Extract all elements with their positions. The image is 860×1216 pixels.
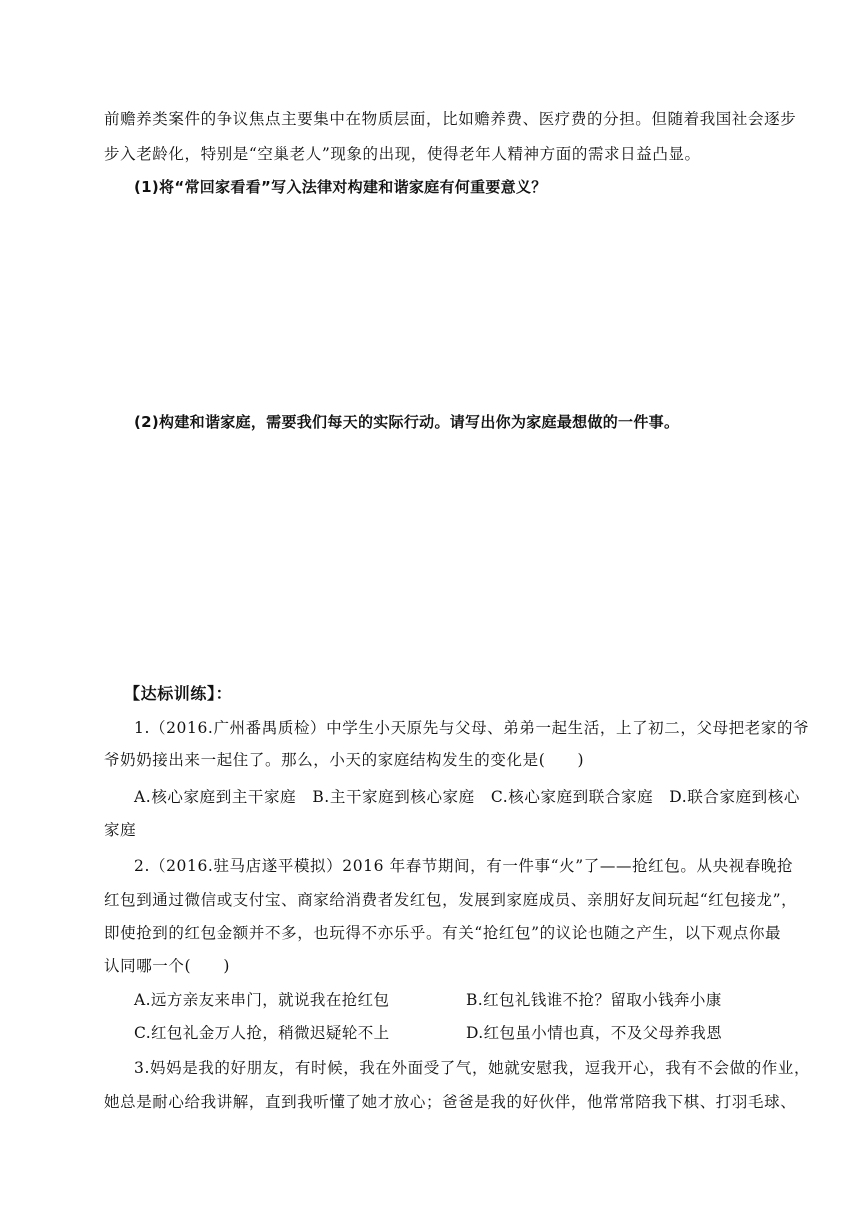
item2-line-1: 2.（2016.驻马店遂平模拟）2016 年春节期间，有一件事“火”了——抢红包。从央视春晚抢 bbox=[134, 857, 794, 875]
item1-options-wrap: 家庭 bbox=[104, 821, 137, 839]
item1-line-1: 1.（2016.广州番禺质检）中学生小天原先与父母、弟弟一起生活，上了初二，父母把老家的爷 bbox=[134, 719, 810, 737]
option-d: D.红包虽小情也真，不及父母养我恩 bbox=[466, 1024, 723, 1042]
passage-line-1: 前赡养类案件的争议焦点主要集中在物质层面，比如赡养费、医疗费的分担。但随着我国社会逐步 bbox=[104, 110, 797, 128]
option-b: B.红包礼钱谁不抢？留取小钱奔小康 bbox=[466, 991, 722, 1009]
item3-line-2: 她总是耐心给我讲解，直到我听懂了她才放心；爸爸是我的好伙伴，他常常陪我下棋、打羽毛球、 bbox=[104, 1093, 797, 1111]
passage-line-2: 步入老龄化，特别是“空巢老人”现象的出现，使得老年人精神方面的需求日益凸显。 bbox=[104, 145, 701, 163]
question-2: (2)构建和谐家庭，需要我们每天的实际行动。请写出你为家庭最想做的一件事。 bbox=[134, 413, 680, 431]
item1-options: A.核心家庭到主干家庭 B.主干家庭到核心家庭 C.核心家庭到联合家庭 D.联合家庭到核心 bbox=[134, 788, 800, 806]
item2-line-3: 即使抢到的红包金额并不多，也玩得不亦乐乎。有关“抢红包”的议论也随之产生，以下观点你最 bbox=[104, 924, 782, 942]
item2-line-4: 认同哪一个( ) bbox=[104, 957, 230, 975]
option-a: A.远方亲友来串门，就说我在抢红包 bbox=[134, 991, 390, 1009]
item1-line-2: 爷奶奶接出来一起住了。那么，小天的家庭结构发生的变化是( ) bbox=[104, 751, 585, 769]
option-c: C.红包礼金万人抢，稍微迟疑轮不上 bbox=[134, 1024, 390, 1042]
item2-line-2: 红包到通过微信或支付宝、商家给消费者发红包，发展到家庭成员、亲朋好友间玩起“红包接龙”， bbox=[104, 891, 798, 909]
item3-line-1: 3.妈妈是我的好朋友，有时候，我在外面受了气，她就安慰我，逗我开心，我有不会做的作业， bbox=[134, 1059, 811, 1077]
training-heading: 【达标训练】： bbox=[124, 684, 233, 703]
question-1: (1)将“常回家看看”写入法律对构建和谐家庭有何重要意义？ bbox=[134, 178, 547, 196]
